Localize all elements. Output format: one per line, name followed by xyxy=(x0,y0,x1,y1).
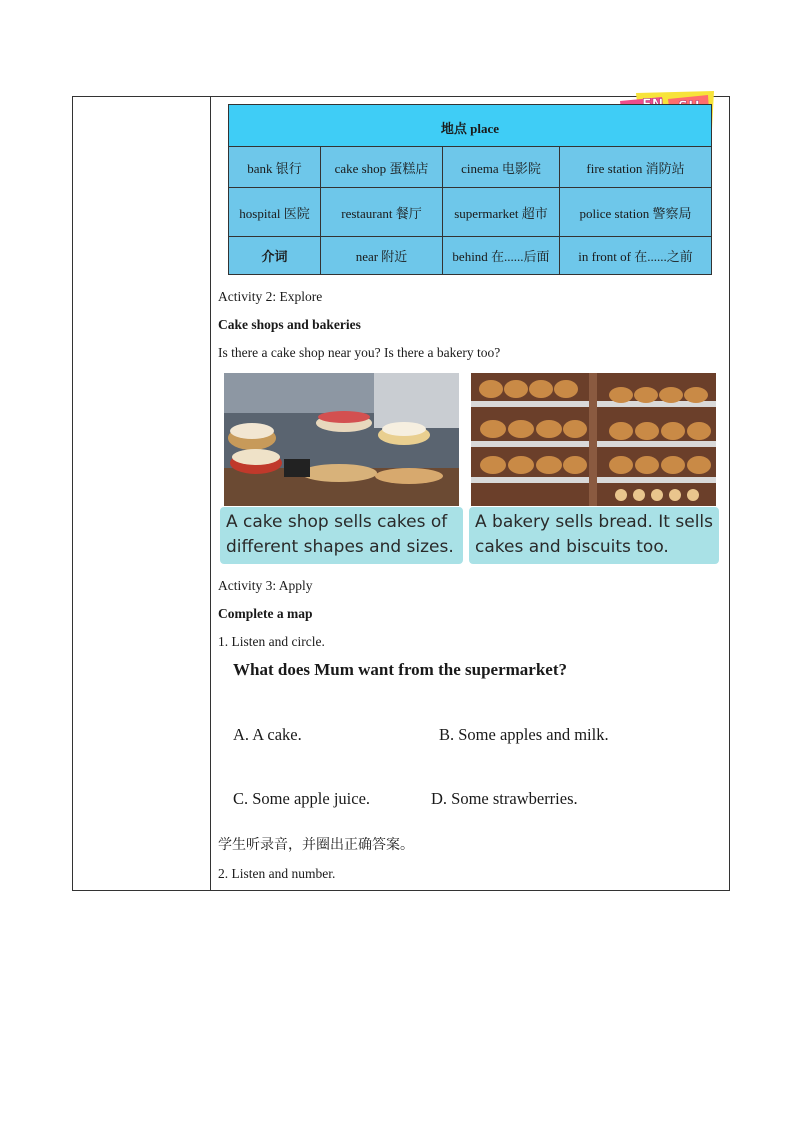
bakery-caption-line2: cakes and biscuits too. xyxy=(475,537,669,557)
bakery-caption-line1: A bakery sells bread. It sells xyxy=(475,512,713,532)
activity2-question: Is there a cake shop near you? Is there a bakery too? xyxy=(218,345,501,360)
option-c: C. Some apple juice. xyxy=(233,789,371,808)
cake-shop-photo xyxy=(224,373,459,506)
vocab-cell: restaurant 餐厅 xyxy=(321,188,443,237)
vocab-cell: cinema 电影院 xyxy=(443,147,560,188)
option-a: A. A cake. xyxy=(233,725,302,744)
activity3-title: Complete a map xyxy=(218,606,313,621)
option-b: B. Some apples and milk. xyxy=(439,725,609,744)
cake-shop-caption-line1: A cake shop sells cakes of xyxy=(226,512,448,532)
teacher-note: 学生听录音，并圈出正确答案。 xyxy=(218,837,414,853)
vocab-cell: hospital 医院 xyxy=(229,188,321,237)
bakery-photo xyxy=(471,373,716,506)
vocabulary-table xyxy=(228,104,712,275)
vocab-cell: behind 在......后面 xyxy=(443,237,560,275)
cake-shop-caption-line2: different shapes and sizes. xyxy=(226,537,454,557)
activity3-step1: 1. Listen and circle. xyxy=(218,634,325,649)
vocab-cell: police station 警察局 xyxy=(560,188,712,237)
activity3-step2: 2. Listen and number. xyxy=(218,866,336,881)
column-divider xyxy=(210,97,211,890)
vocab-cell: fire station 消防站 xyxy=(560,147,712,188)
vocab-cell-preposition-label: 介词 xyxy=(229,237,321,275)
lesson-table xyxy=(72,96,730,891)
vocabulary-header: 地点 place xyxy=(229,105,712,147)
vocab-cell: supermarket 超市 xyxy=(443,188,560,237)
vocab-cell: bank 银行 xyxy=(229,147,321,188)
activity2-heading: Activity 2: Explore xyxy=(218,289,323,304)
vocab-cell: near 附近 xyxy=(321,237,443,275)
vocab-cell: cake shop 蛋糕店 xyxy=(321,147,443,188)
bakery-caption xyxy=(469,507,719,564)
vocab-cell: in front of 在......之前 xyxy=(560,237,712,275)
option-d: D. Some strawberries. xyxy=(431,789,578,808)
activity3-heading: Activity 3: Apply xyxy=(218,578,313,593)
listening-question: What does Mum want from the supermarket? xyxy=(233,660,567,679)
activity2-title: Cake shops and bakeries xyxy=(218,317,361,332)
cake-shop-caption xyxy=(220,507,463,564)
